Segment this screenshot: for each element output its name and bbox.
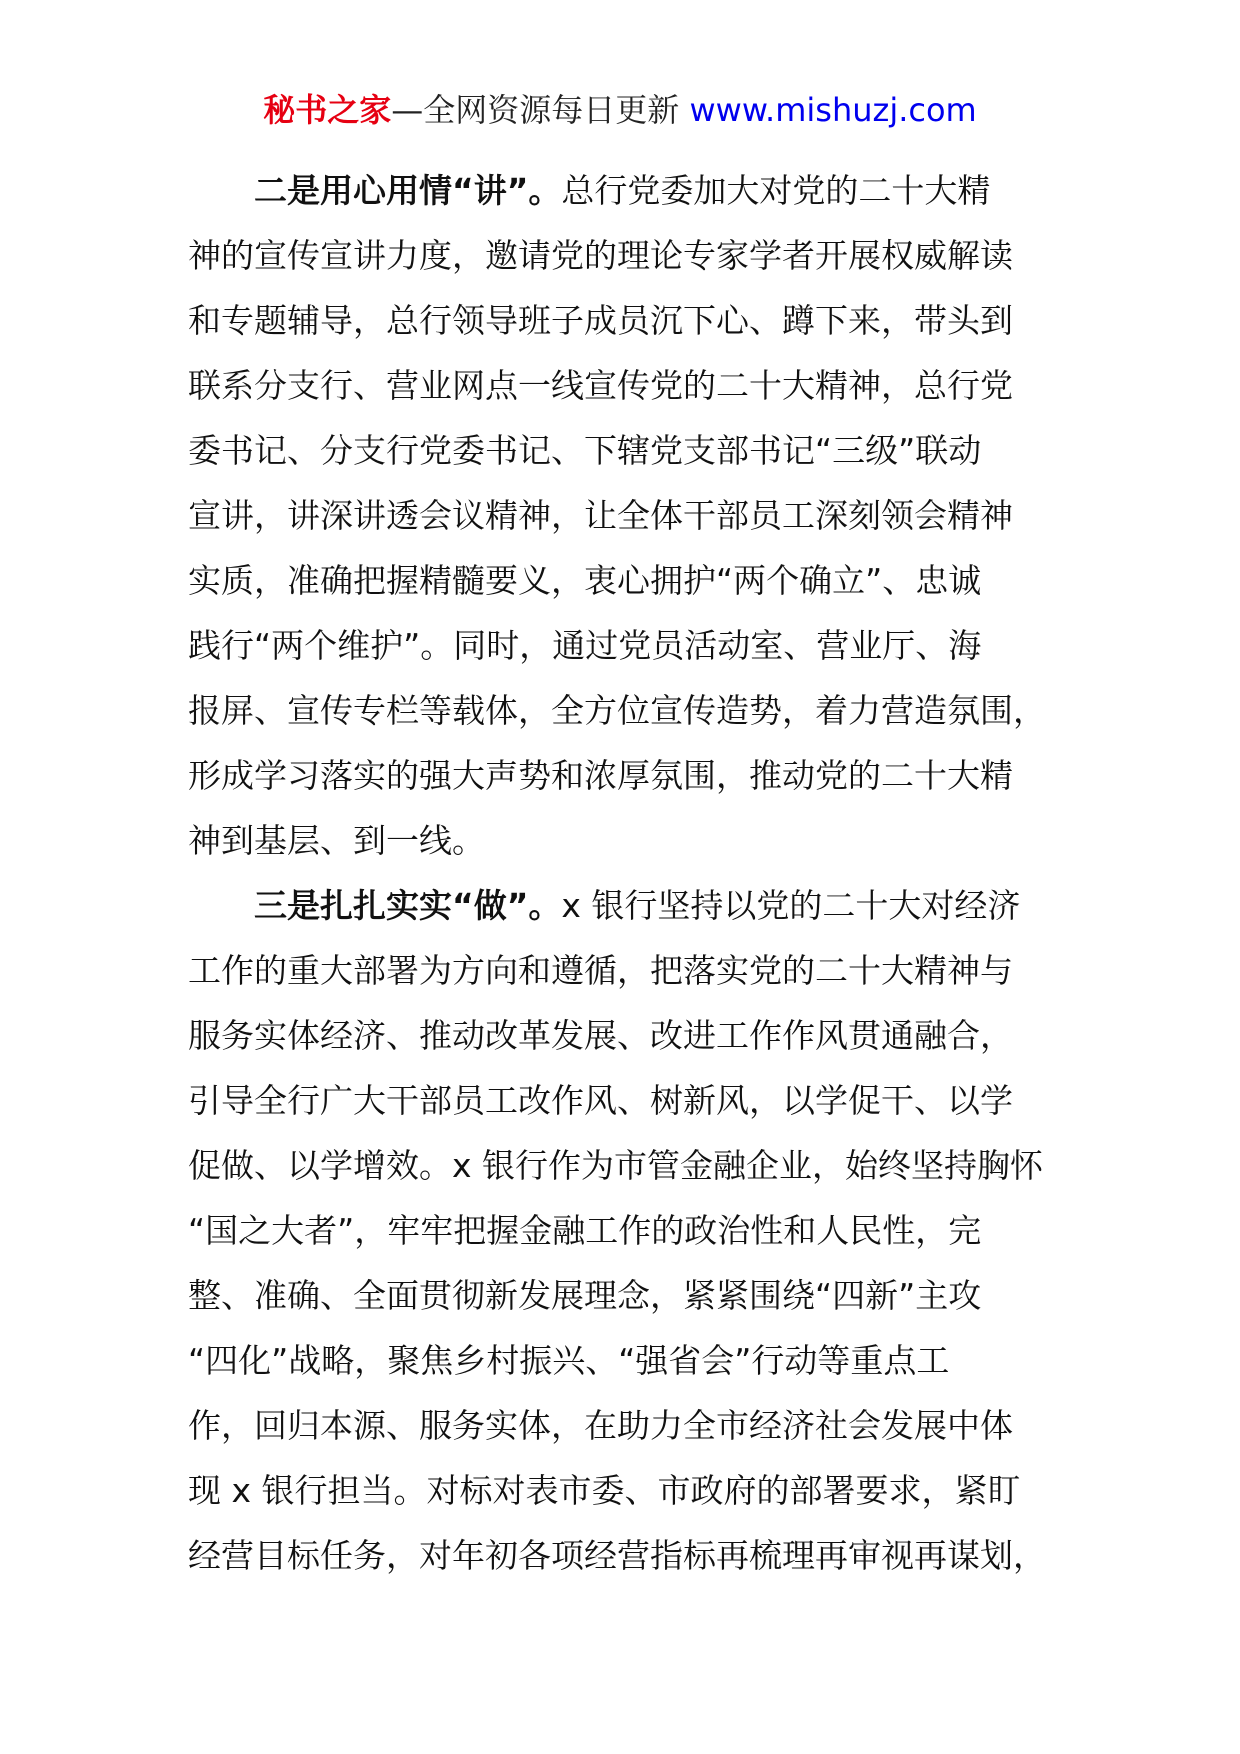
paragraph-lead: 二是用心用情“讲”。 [254,171,562,210]
site-header [0,80,1240,140]
paragraph-line: “国之大者”，牢牢把握金融工作的政治性和人民性，完 [188,1211,982,1250]
paragraph-line: 现 x 银行担当。对标对表市委、市政府的部署要求，紧盯 [188,1471,1021,1510]
paragraph-zuo [188,873,1058,1588]
paragraph-text: x 银行坚持以党的二十大对经济 [561,886,1021,925]
site-brand: 秘书之家 [263,91,392,129]
site-tagline: —全网资源每日更新 [391,91,690,129]
paragraph-line: 神到基层、到一线。 [188,821,485,860]
document-body [188,158,1058,1588]
paragraph-line: 和专题辅导，总行领导班子成员沉下心、蹲下来，带头到 [188,301,1013,340]
paragraph-line: 服务实体经济、推动改革发展、改进工作作风贯通融合， [188,1016,1013,1055]
paragraph-line: 引导全行广大干部员工改作风、树新风，以学促干、以学 [188,1081,1013,1120]
paragraph-line: 工作的重大部署为方向和遵循，把落实党的二十大精神与 [188,951,1013,990]
paragraph-line: 委书记、分支行党委书记、下辖党支部书记“三级”联动 [188,431,982,470]
paragraph-line: 促做、以学增效。x 银行作为市管金融企业，始终坚持胸怀 [188,1146,1044,1185]
paragraph-line: 经营目标任务，对年初各项经营指标再梳理再审视再谋划， [188,1536,1046,1575]
paragraph-text: 总行党委加大对党的二十大精 [561,171,991,210]
paragraph-jiang [188,158,1058,873]
paragraph-line: 作，回归本源、服务实体，在助力全市经济社会发展中体 [188,1406,1013,1445]
paragraph-line: 宣讲，讲深讲透会议精神，让全体干部员工深刻领会精神 [188,496,1013,535]
paragraph-line: 形成学习落实的强大声势和浓厚氛围，推动党的二十大精 [188,756,1013,795]
paragraph-line: 实质，准确把握精髓要义，衷心拥护“两个确立”、忠诚 [188,561,982,600]
paragraph-line: “四化”战略，聚焦乡村振兴、“强省会”行动等重点工 [188,1341,950,1380]
paragraph-lead: 三是扎扎实实“做”。 [254,886,562,925]
paragraph-line: 联系分支行、营业网点一线宣传党的二十大精神，总行党 [188,366,1013,405]
paragraph-line: 报屏、宣传专栏等载体，全方位宣传造势，着力营造氛围， [188,691,1046,730]
site-url-link[interactable]: www.mishuzj.com [689,91,977,129]
paragraph-line: 践行“两个维护”。同时，通过党员活动室、营业厅、海 [188,626,982,665]
paragraph-line: 神的宣传宣讲力度，邀请党的理论专家学者开展权威解读 [188,236,1013,275]
paragraph-line [188,158,1058,223]
paragraph-line [188,873,1058,938]
paragraph-line: 整、准确、全面贯彻新发展理念，紧紧围绕“四新”主攻 [188,1276,982,1315]
